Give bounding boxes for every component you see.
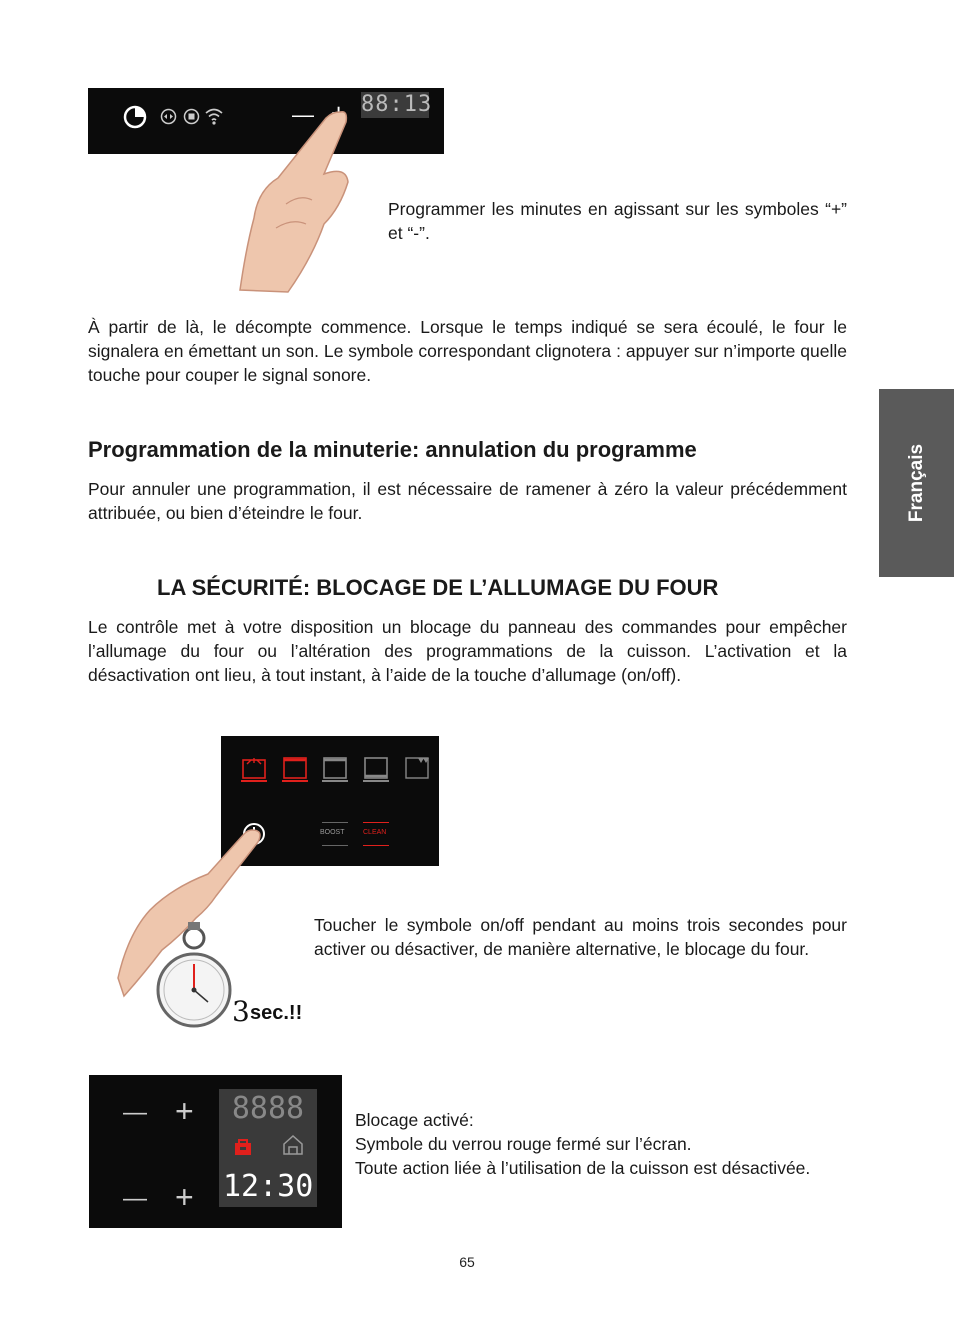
plus-top-button[interactable]: +	[175, 1093, 194, 1129]
lock-display	[219, 1089, 317, 1207]
wifi-icon	[204, 106, 224, 126]
timer-panel-illustration	[88, 88, 444, 294]
arrows-icon	[160, 108, 177, 125]
grill-red-icon	[241, 754, 267, 782]
onoff-caption: Toucher le symbole on/off pendant au moins trois secondes pour activer ou désactiver, de manière alternative, le blocage du four.	[314, 915, 847, 959]
stop-icon	[183, 108, 200, 125]
lock-caption-line-3: Toute action liée à l’utilisation de la cuisson est désactivée.	[355, 1158, 811, 1178]
cancel-paragraph: Pour annuler une programmation, il est nécessaire de ramener à zéro la valeur précédemment attribuée, ou bien d’éteindre le four.	[88, 479, 847, 523]
cancel-heading: Programmation de la minuterie: annulation du programme	[88, 437, 697, 462]
display-bottom-time: 12:30	[223, 1169, 314, 1204]
defrost-icon	[404, 754, 430, 782]
language-side-tab	[879, 389, 954, 577]
stopwatch-unit: sec.!!	[250, 1002, 303, 1024]
boost-label: BOOST	[320, 829, 345, 836]
page-number: 65	[459, 1254, 475, 1270]
display-top-digits: 8888	[231, 1091, 305, 1126]
lock-caption-line-2: Symbole du verrou rouge fermé sur l’écran.	[355, 1134, 692, 1154]
security-paragraph: Le contrôle met à votre disposition un blocage du panneau des commandes pour empêcher l’allumage du four ou l’altération des programmations de la cuisson. L’activation et la désactivation ont lieu, à tout instant, à l’aide de la touche d’allumage (on/off).	[88, 617, 847, 685]
control-panel-lock	[89, 1075, 342, 1228]
minus-button[interactable]: —	[292, 102, 314, 127]
timer-display: 88:13	[361, 92, 433, 117]
lock-caption-line-1: Blocage activé:	[355, 1110, 474, 1130]
clock-icon	[122, 104, 148, 130]
pointing-hand-image	[228, 108, 368, 294]
top-heat-red-icon	[282, 754, 308, 782]
clean-label: CLEAN	[363, 829, 387, 836]
clean-button[interactable]	[363, 822, 389, 846]
home-icon	[281, 1133, 305, 1157]
plus-bottom-button[interactable]: +	[175, 1179, 194, 1215]
boost-button[interactable]	[322, 822, 348, 846]
bottom-heat-icon	[363, 754, 389, 782]
lock-caption	[355, 1108, 847, 1180]
stopwatch-digit: 3	[232, 995, 250, 1028]
lock-red-icon	[233, 1137, 253, 1157]
security-heading: LA SÉCURITÉ: BLOCAGE DE L’ALLUMAGE DU FOUR	[157, 575, 719, 600]
minus-top-button[interactable]: —	[123, 1099, 147, 1126]
countdown-paragraph: À partir de là, le décompte commence. Lorsque le temps indiqué se sera écoulé, le four le signalera en émettant un son. Le symbole correspondant clignotera : appuyer sur n’importe quelle touche pour couper le signal sonore.	[88, 317, 847, 385]
language-label: Français	[905, 443, 927, 523]
minus-bottom-button[interactable]: —	[123, 1185, 147, 1212]
minutes-caption: Programmer les minutes en agissant sur les symboles “+” et “-”.	[388, 199, 847, 243]
conventional-icon	[322, 754, 348, 782]
